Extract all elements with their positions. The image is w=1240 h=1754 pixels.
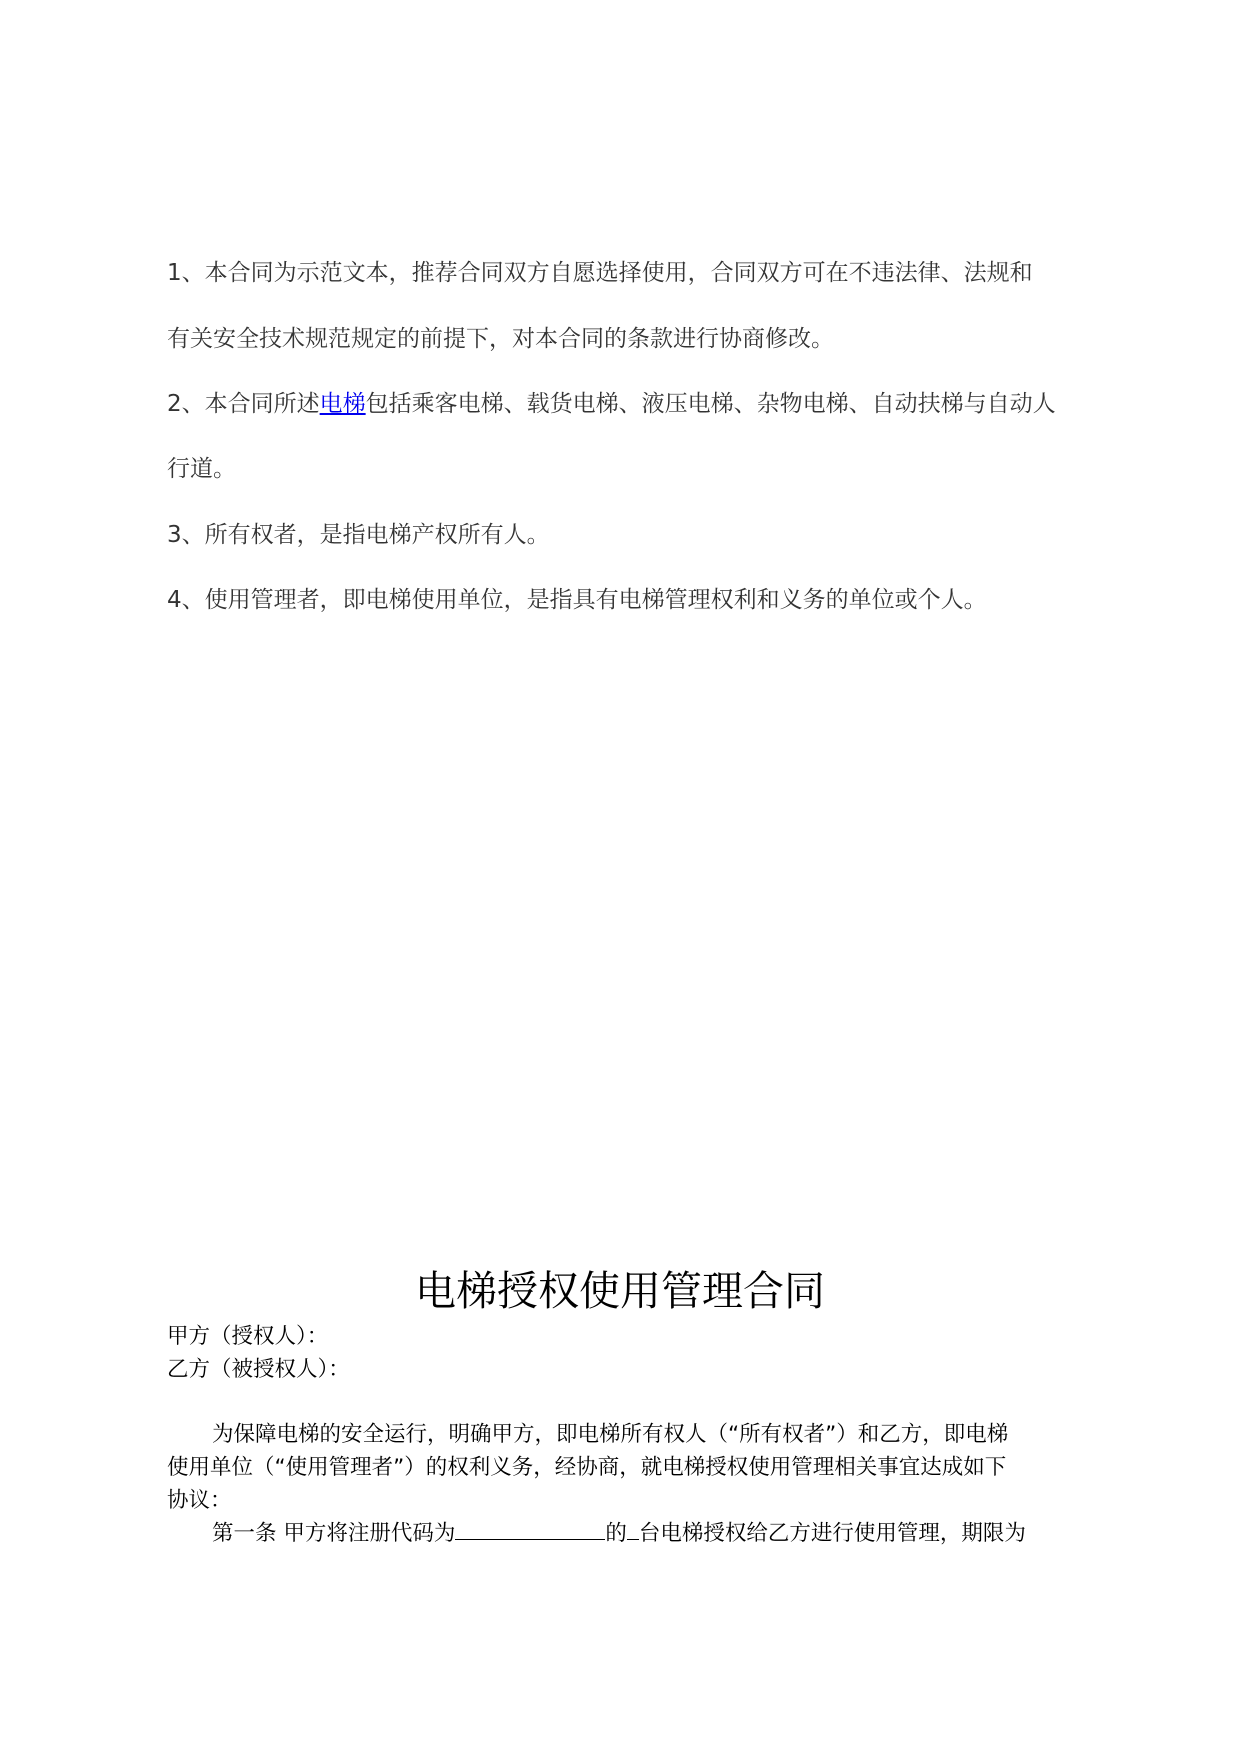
preamble-line-1: 为保障电梯的安全运行，明确甲方，即电梯所有权人（“所有权者”）和乙方，即电梯 xyxy=(212,1422,1009,1447)
registration-code-blank xyxy=(455,1519,605,1540)
note-2 xyxy=(167,385,1097,418)
note-2-pre: 2、本合同所述 xyxy=(167,391,320,417)
party-a: 甲方（授权人）： xyxy=(167,1324,329,1349)
article-1-mid: 的 xyxy=(605,1521,627,1546)
article-1 xyxy=(167,1516,1097,1547)
preamble-line-2: 使用单位（“使用管理者”）的权利义务，经协商，就电梯授权使用管理相关事宜达成如下 xyxy=(167,1455,1007,1480)
contract-title: 电梯授权使用管理合同 xyxy=(415,1267,825,1315)
note-3: 3、所有权者，是指电梯产权所有人。 xyxy=(167,522,550,548)
note-4: 4、使用管理者，即电梯使用单位，是指具有电梯管理权利和义务的单位或个人。 xyxy=(167,587,987,613)
article-1-post: 台电梯授权给乙方进行使用管理，期限为 xyxy=(638,1521,1026,1546)
elevator-link[interactable]: 电梯 xyxy=(319,391,366,417)
note-1-cont: 有关安全技术规范规定的前提下，对本合同的条款进行协商修改。 xyxy=(167,326,834,352)
party-b: 乙方（被授权人）： xyxy=(167,1357,350,1382)
count-blank xyxy=(627,1519,639,1540)
note-2-post: 包括乘客电梯、载货电梯、液压电梯、杂物电梯、自动扶梯与自动人 xyxy=(365,391,1056,417)
article-1-pre: 第一条 甲方将注册代码为 xyxy=(212,1521,456,1546)
note-1: 1、本合同为示范文本，推荐合同双方自愿选择使用，合同双方可在不违法律、法规和 xyxy=(167,260,1033,286)
preamble-line-3: 协议： xyxy=(167,1488,232,1513)
note-2-cont: 行道。 xyxy=(167,456,236,482)
